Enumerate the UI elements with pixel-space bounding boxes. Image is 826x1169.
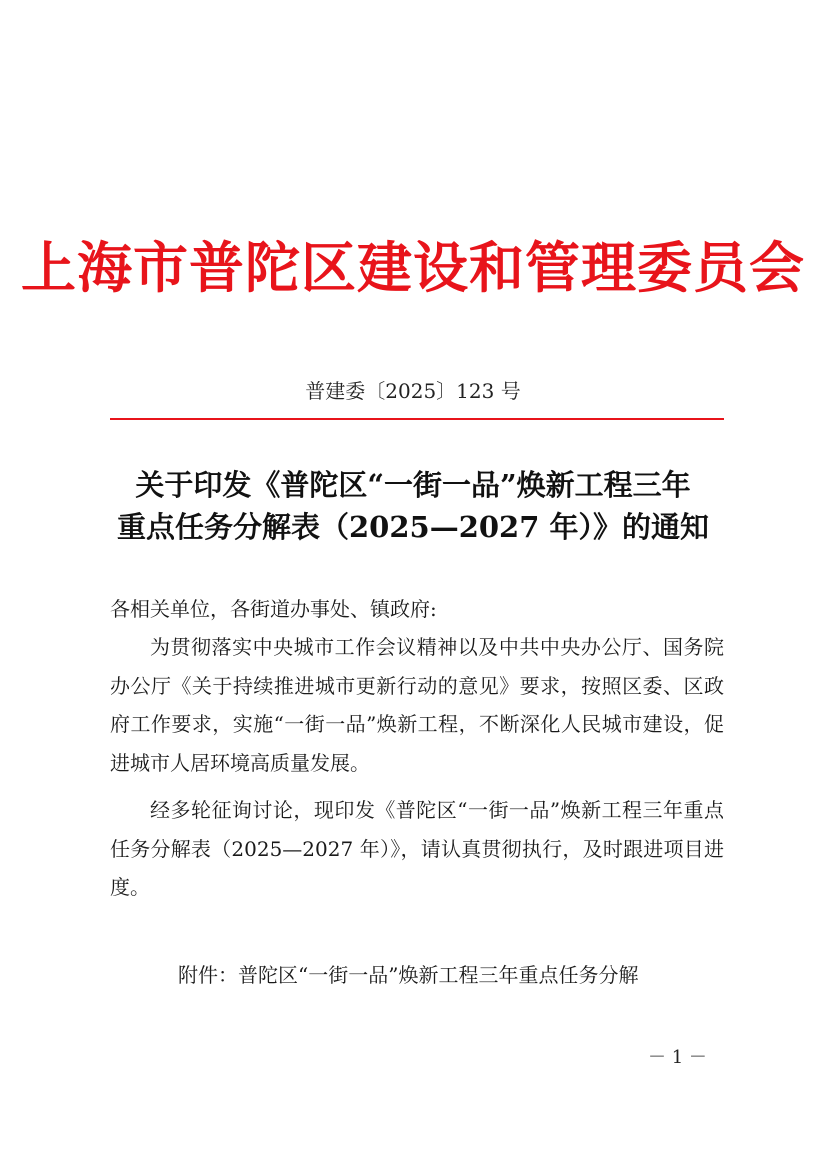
document-title [90,464,736,548]
document-number: 普建委〔2025〕123 号 [305,379,521,403]
page-number: － 1 － [648,1047,707,1068]
document-title-line-2: 重点任务分解表（2025—2027 年）》的通知 [116,510,710,544]
attachment-line: 附件：普陀区“一街一品”焕新工程三年重点任务分解 [178,963,639,987]
body-paragraph-1: 为贯彻落实中央城市工作会议精神以及中共中央办公厅、国务院办公厅《关于持续推进城市更新行动的意见》要求，按照区委、区政府工作要求，实施“一街一品”焕新工程，不断深化人民城市建设，促进城市人居环境高质量发展。 [110,635,724,775]
document-title-line-1: 关于印发《普陀区“一街一品”焕新工程三年 [135,468,691,502]
body-paragraph-2: 经多轮征询讨论，现印发《普陀区“一街一品”焕新工程三年重点任务分解表（2025—2027 年）》，请认真贯彻执行，及时跟进项目进度。 [110,798,724,899]
salutation: 各相关单位，各街道办事处、镇政府: [110,597,437,621]
issuing-organization-header: 上海市普陀区建设和管理委员会 [20,235,805,300]
red-separator-line [110,418,724,420]
